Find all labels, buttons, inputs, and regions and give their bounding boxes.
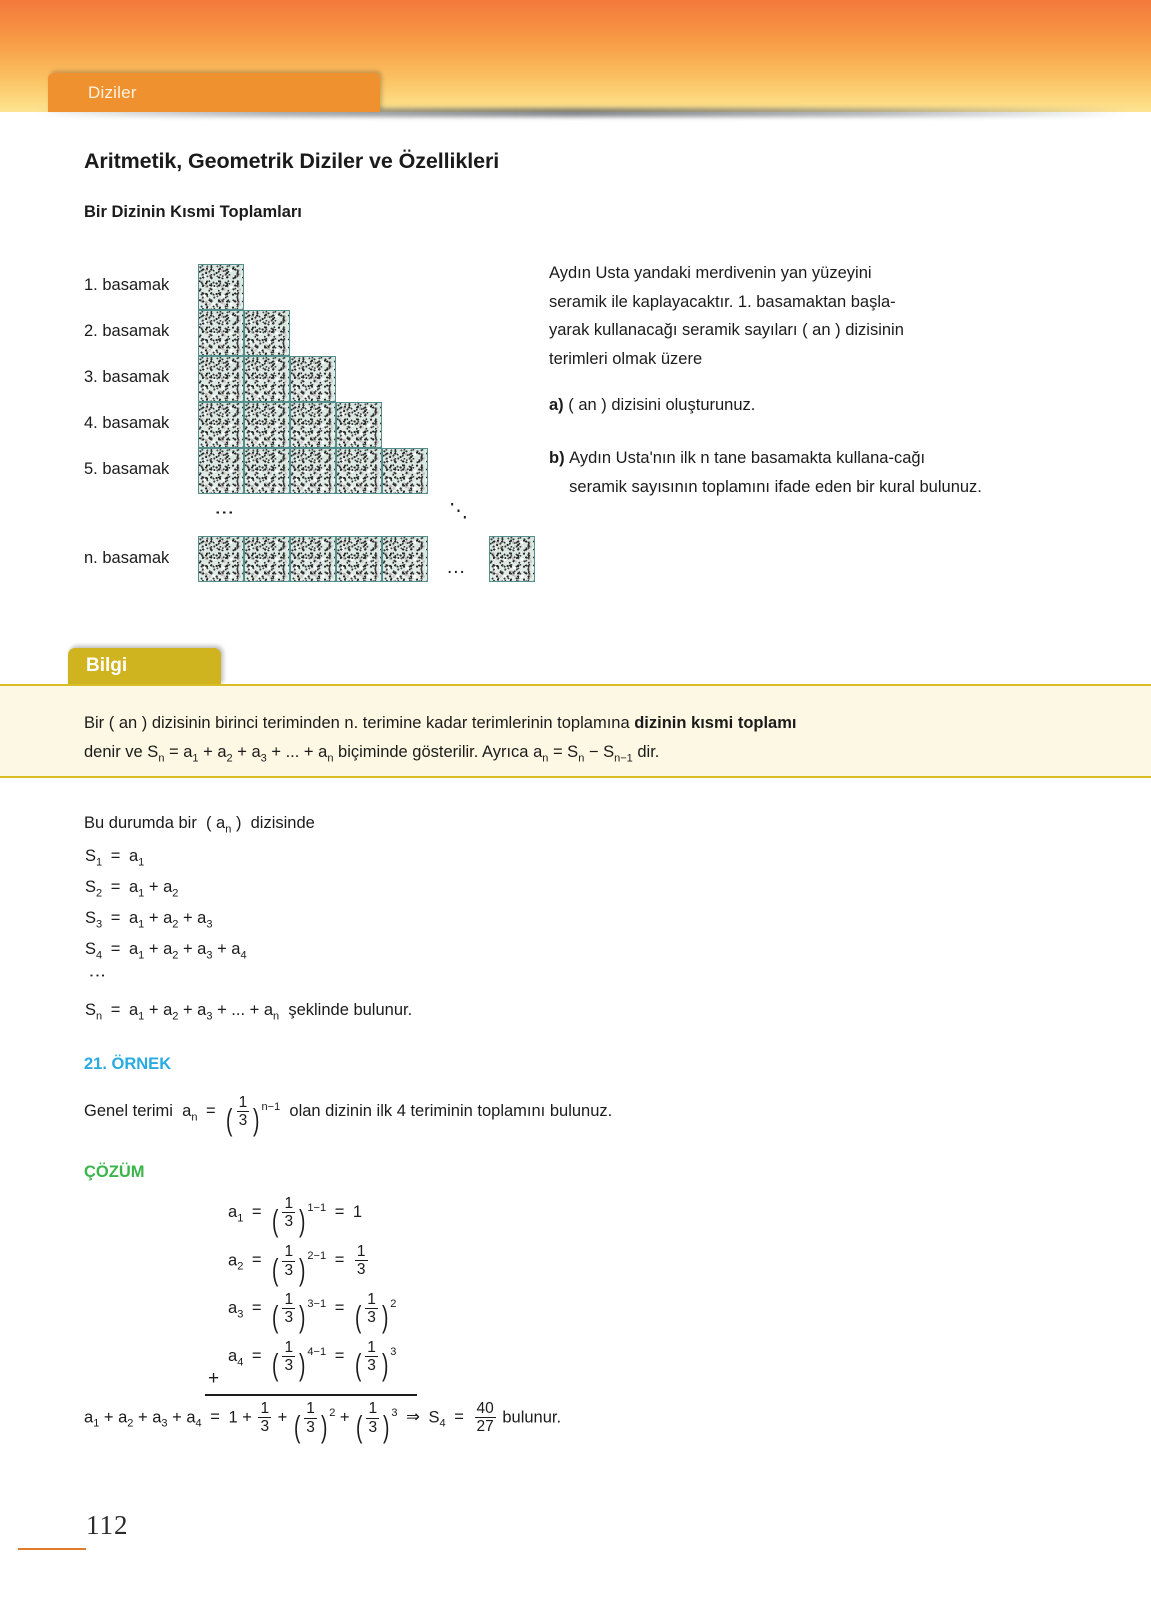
solution-result-a3-pow: 2 [390,1297,397,1310]
frac-den: 3 [284,1309,294,1327]
tile [290,536,336,582]
solution-result-a2-num: 1 [356,1243,366,1260]
diagonal-ellipsis-icon: ⋱ [449,501,468,522]
problem-intro-line-3: yarak kullanacağı seramik sayıları ( an ) dizisinin [549,321,904,339]
bilgi-line1-bold: dizinin kısmi toplamı [634,714,797,732]
solution-result-a2-den: 3 [356,1261,366,1279]
frac-num: 1 [306,1400,315,1418]
bilgi-text [84,709,1074,773]
frac-num: 1 [284,1195,294,1212]
example-equals: = [206,1101,216,1120]
problem-part-b-label: b) [549,449,565,467]
body-lead-line: Bu durumda bir ( $a_n$ ) dizisinde [84,814,315,836]
solution-exp-a2: 2−1 [307,1250,327,1263]
tile [198,310,244,356]
step-label-3: 3. basamak [84,368,170,386]
bilgi-line2-formula: $S_n = a_1 + a_2 + a_3$ + ... + $a_n$ [147,743,334,765]
tile [198,536,244,582]
frac-num: 1 [284,1291,294,1308]
step-label-2: 2. basamak [84,322,170,340]
solution-result-a4-num: 1 [367,1339,376,1356]
result-suffix: bulunur. [502,1408,562,1427]
solution-exp-a4: 4−1 [307,1345,327,1358]
example-base-num: 1 [238,1094,248,1111]
tile [382,448,428,494]
tile [198,402,244,448]
solution-row-a1: $a_1$ = ( $\frac{1}{3}$ ) $^{1-1}$ = 1 [228,1195,363,1239]
bilgi-line2-formula2: $a_n = S_n - S_{n-1}$ [533,743,633,765]
tile [244,402,290,448]
solution-result-a4-den: 3 [367,1357,376,1375]
example-base-den: 3 [238,1112,248,1130]
tile [489,536,535,582]
frac-den: 3 [284,1213,294,1231]
equation-vertical-ellipsis: ⋮ [88,967,107,984]
tile [244,310,290,356]
solution-row-a3: $a_3$ = ( $\frac{1}{3}$ ) $^{3-1}$ = ( $\frac{1}{3}$ ) $^2$ [228,1291,397,1335]
page-number: 112 [86,1510,129,1540]
equation-s3: $S_3 = a_1 + a_2 + a_3$ [85,909,213,931]
frac-num: 1 [284,1339,294,1356]
step-label-n: n. basamak [84,549,170,567]
problem-intro-line-1: Aydın Usta yandaki merdivenin yan yüzeyini [549,264,872,282]
solution-total-row: $a_1 + a_2 + a_3 + a_4 = 1$ + $\frac{1}{3}$ + ( $\frac{1}{3}$ ) $^2$ + ( $\frac{1}{3}$ ) $^3$ ⇒ $S_4$ = $\frac{40}{27}$ bulunur. [84,1400,562,1444]
total-frac-num: 1 [260,1400,270,1417]
equation-s4: $S_4 = a_1 + a_2 + a_3 + a_4$ [85,940,247,962]
step-label-1: 1. basamak [84,276,170,294]
solution-exp-a1: 1−1 [307,1201,327,1214]
page-title: Aritmetik, Geometrik Diziler ve Özellikleri [84,149,500,173]
bilgi-line2-end: dir. [632,743,660,761]
summation-rule-line [205,1394,417,1396]
tile [198,448,244,494]
frac-den: 3 [306,1418,315,1436]
tile [336,402,382,448]
tile [290,356,336,402]
solution-row-a2: $a_2$ = ( $\frac{1}{3}$ ) $^{2-1}$ = $\frac{1}{3}$ [228,1243,366,1287]
solution-result-a1: 1 [352,1202,363,1221]
problem-part-b [549,444,1001,501]
summation-plus-sign: + [208,1368,220,1389]
bilgi-line2-pre: denir ve [84,743,148,761]
example-exponent: n−1 [261,1100,281,1113]
total-pow-3: 3 [391,1407,398,1420]
solution-result-a4-pow: 3 [390,1345,397,1358]
equation-s1: $S_1 = a_1$ [85,847,145,869]
result-den: 27 [476,1418,494,1436]
problem-part-b-text: Aydın Usta'nın ilk n tane basamakta kullana-cağı seramik sayısının toplamını ifade eden bir kural bulunuz. [569,449,982,496]
staircase-diagram [0,0,560,620]
implies-arrow-icon: ⇒ [406,1408,420,1427]
total-equals: = [210,1408,220,1427]
section-subtitle: Bir Dizinin Kısmi Toplamları [84,203,302,221]
problem-part-a-label: a) [549,396,564,414]
frac-den: 3 [368,1418,378,1436]
tile [198,264,244,310]
tile [336,448,382,494]
bilgi-line1-pre: Bir ( an ) dizisinin birinci teriminden n. terimine kadar terimlerinin toplamına [84,714,635,732]
chapter-tab-label: Diziler [88,83,137,102]
problem-intro [549,259,1001,373]
equation-s2: $S_2 = a_1 + a_2$ [85,878,179,900]
equation-sn-suffix: şeklinde bulunur. [288,1001,413,1019]
bilgi-tab [68,648,221,685]
horizontal-ellipsis-icon: ... [447,557,466,578]
problem-part-a-text: ( an ) dizisini oluşturunuz. [568,396,756,414]
solution-result-a3-den: 3 [367,1309,376,1327]
solution-row-a4: $a_4$ = ( $\frac{1}{3}$ ) $^{4-1}$ = ( $\frac{1}{3}$ ) $^3$ [228,1339,397,1383]
example-heading: 21. ÖRNEK [84,1055,172,1073]
tile [336,536,382,582]
example-text: Genel terimi $a_n$ = ( $\frac{1}{3}$ ) $^{n-1}$ olan dizinin ilk 4 teriminin toplamını bulunuz. [84,1094,613,1138]
tile [244,536,290,582]
bilgi-tab-label: Bilgi [86,655,128,676]
step-label-4: 4. basamak [84,414,170,432]
total-pow-2: 2 [329,1407,336,1420]
vertical-ellipsis-icon: ⋮ [213,503,234,522]
frac-num: 1 [368,1400,378,1418]
problem-intro-line-2: seramik ile kaplayacaktır. 1. basamaktan başla- [549,292,896,311]
tile [198,356,244,402]
example-text-after: olan dizinin ilk 4 teriminin toplamını bulunuz. [289,1101,613,1120]
example-power-expression: ( $\frac{1}{3}$ ) $^{n-1}$ [226,1094,281,1138]
problem-part-a [549,391,1001,420]
total-frac-den: 3 [260,1418,270,1436]
equation-sn: $S_n = a_1 + a_2 + a_3$ + ... + $a_n$ şeklinde bulunur. [85,1001,413,1023]
page-number-rule [18,1548,86,1550]
solution-heading: ÇÖZÜM [84,1163,145,1181]
tile [382,536,428,582]
result-num: 40 [476,1400,494,1417]
tile [244,448,290,494]
example-text-before: Genel terimi [84,1101,173,1120]
frac-num: 1 [284,1243,294,1261]
tile [290,402,336,448]
tile [290,448,336,494]
bilgi-line2-mid: biçiminde gösterilir. Ayrıca [333,743,534,761]
tile [244,356,290,402]
frac-den: 3 [284,1357,294,1375]
solution-result-a3-num: 1 [367,1291,376,1308]
total-first-term: 1 [228,1408,238,1427]
step-label-5: 5. basamak [84,460,170,478]
frac-den: 3 [284,1261,294,1279]
solution-exp-a3: 3−1 [307,1297,327,1310]
problem-intro-line-4: terimleri olmak üzere [549,349,703,368]
